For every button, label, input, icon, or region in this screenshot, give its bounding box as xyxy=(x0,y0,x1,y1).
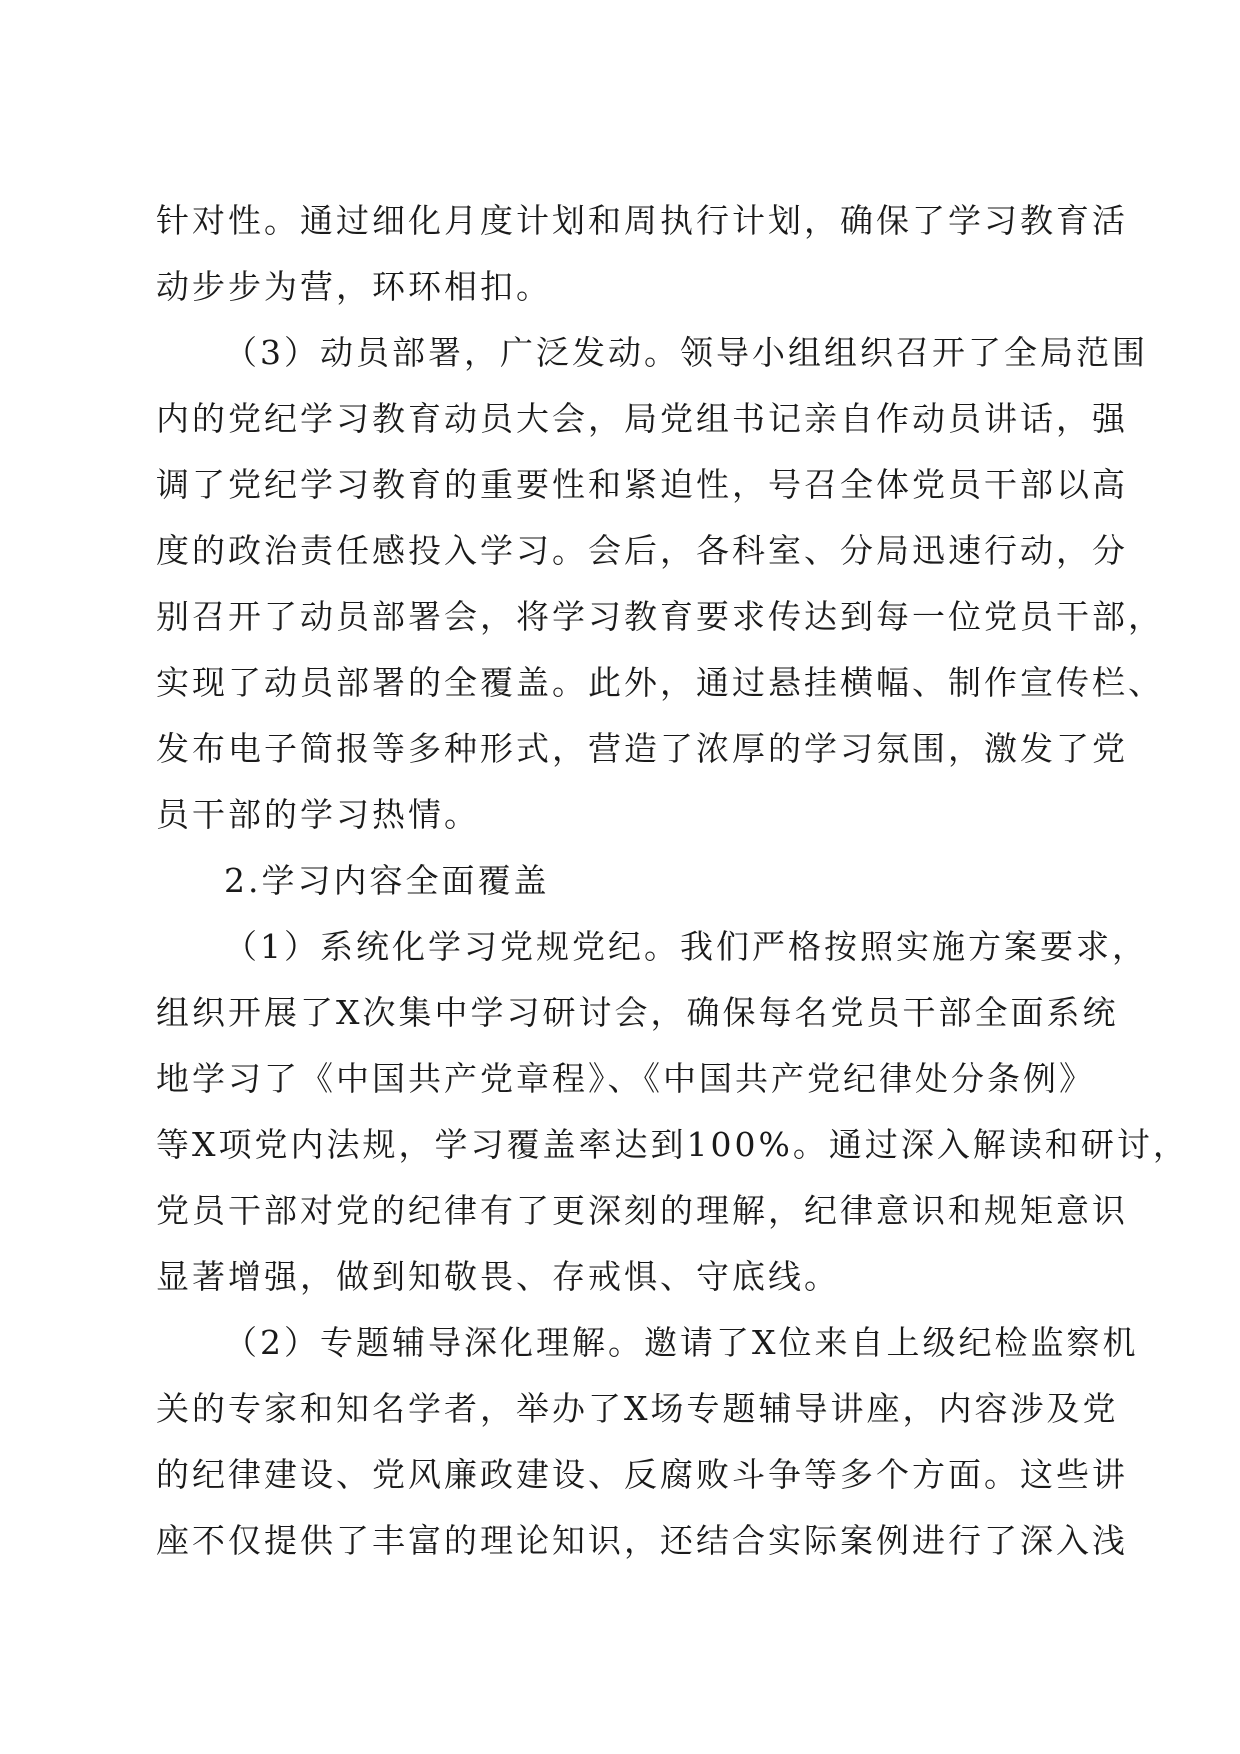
text-line: 关的专家和知名学者，举办了X场专题辅导讲座，内容涉及党 xyxy=(156,1389,1119,1428)
text-line: 座不仅提供了丰富的理论知识，还结合实际案例进行了深入浅 xyxy=(156,1521,1128,1560)
text-line: 针对性。通过细化月度计划和周执行计划，确保了学习教育活 xyxy=(156,201,1128,240)
text-line: 等X项党内法规，学习覆盖率达到100%。通过深入解读和研讨， xyxy=(156,1125,1189,1164)
text-line: 的纪律建设、党风廉政建设、反腐败斗争等多个方面。这些讲 xyxy=(156,1455,1128,1494)
text-line: 动步步为营，环环相扣。 xyxy=(156,267,552,306)
text-line: 内的党纪学习教育动员大会，局党组书记亲自作动员讲话，强 xyxy=(156,399,1128,438)
text-line: （2）专题辅导深化理解。邀请了X位来自上级纪检监察机 xyxy=(224,1323,1139,1362)
text-line: 地学习了《中国共产党章程》、《中国共产党纪律处分条例》 xyxy=(156,1059,1095,1098)
text-line: 发布电子简报等多种形式，营造了浓厚的学习氛围，激发了党 xyxy=(156,729,1128,768)
text-line: 调了党纪学习教育的重要性和紧迫性，号召全体党员干部以高 xyxy=(156,465,1128,504)
text-line: 显著增强，做到知敬畏、存戒惧、守底线。 xyxy=(156,1257,840,1296)
text-line: 实现了动员部署的全覆盖。此外，通过悬挂横幅、制作宣传栏、 xyxy=(156,663,1164,702)
text-line: 员干部的学习热情。 xyxy=(156,795,480,834)
text-line: 2.学习内容全面覆盖 xyxy=(224,861,550,900)
text-line: 别召开了动员部署会，将学习教育要求传达到每一位党员干部， xyxy=(156,597,1164,636)
text-line: 组织开展了X次集中学习研讨会，确保每名党员干部全面系统 xyxy=(156,993,1119,1032)
text-line: （3）动员部署，广泛发动。领导小组组织召开了全局范围 xyxy=(224,333,1148,372)
document-body xyxy=(156,188,1189,1574)
text-line: 党员干部对党的纪律有了更深刻的理解，纪律意识和规矩意识 xyxy=(156,1191,1128,1230)
text-line: （1）系统化学习党规党纪。我们严格按照实施方案要求， xyxy=(224,927,1148,966)
text-line: 度的政治责任感投入学习。会后，各科室、分局迅速行动，分 xyxy=(156,531,1128,570)
